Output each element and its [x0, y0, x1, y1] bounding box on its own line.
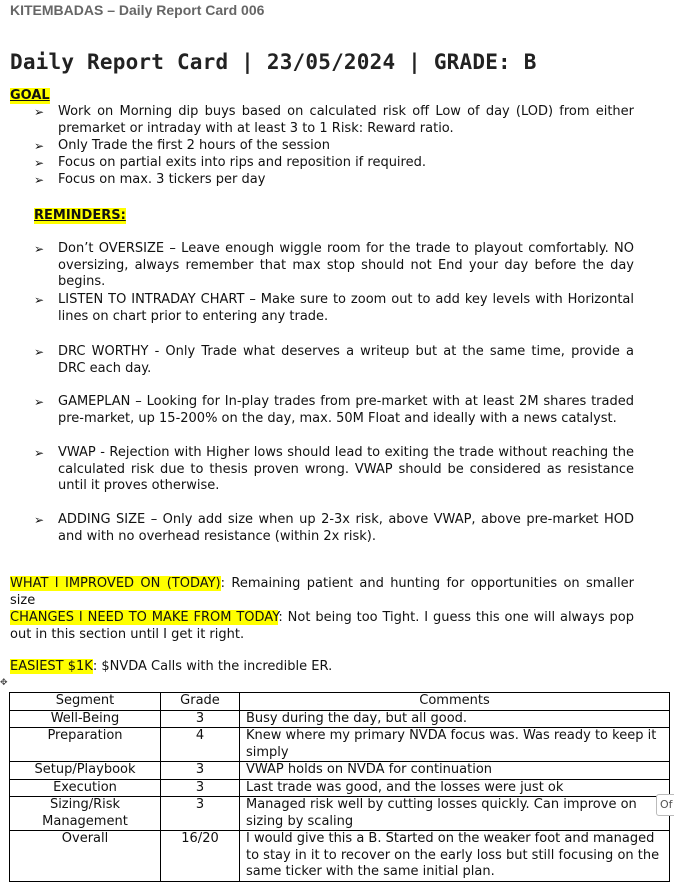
arrow-bullet-icon: ➢	[34, 446, 45, 460]
cell-grade: 16/20	[161, 831, 240, 882]
cell-comment: Knew where my primary NVDA focus was. Was ready to keep it simply	[240, 728, 670, 762]
table-row	[10, 831, 670, 882]
goal-item	[34, 138, 634, 155]
cell-comment: VWAP holds on NVDA for continuation	[240, 762, 670, 780]
header-segment: Segment	[10, 693, 161, 711]
reminder-item	[34, 241, 634, 291]
arrow-bullet-icon: ➢	[34, 513, 45, 527]
improved-text: : Remaining patient and hunting for opportunities on smaller size	[10, 576, 634, 608]
goal-item	[34, 104, 634, 137]
header-comments: Comments	[240, 693, 670, 711]
cell-comment: I would give this a B. Started on the weaker foot and managed to stay in it to recover on the early loss but still focusing on the same ticker with the same initial plan.	[240, 831, 670, 882]
easiest-text: : $NVDA Calls with the incredible ER.	[92, 659, 333, 674]
arrow-bullet-icon: ➢	[34, 293, 45, 307]
arrow-bullet-icon: ➢	[34, 242, 45, 256]
cell-comment: Last trade was good, and the losses were just ok	[240, 779, 670, 797]
reminder-item-text: VWAP - Rejection with Higher lows should lead to exiting the trade without reaching the calculated risk due to thesis proven wrong. VWAP should be considered as resistance until it proves otherwise.	[58, 445, 634, 493]
cell-comment: Busy during the day, but all good.	[240, 710, 670, 728]
page-title: Daily Report Card | 23/05/2024 | GRADE: B	[10, 50, 537, 74]
table-row	[10, 762, 670, 780]
arrow-bullet-icon: ➢	[34, 105, 45, 119]
cell-segment: Well-Being	[10, 710, 161, 728]
table-move-handle-icon[interactable]: ✥	[0, 678, 8, 688]
cell-grade: 4	[161, 728, 240, 762]
document-name: KITEMBADAS – Daily Report Card 006	[10, 2, 265, 18]
arrow-bullet-icon: ➢	[34, 345, 45, 359]
reminder-item-text: GAMEPLAN – Looking for In-play trades from pre-market with at least 2M shares traded pre-market, up 15-200% on the day, max. 50M Float and ideally with a news catalyst.	[58, 394, 634, 426]
arrow-bullet-icon: ➢	[34, 139, 45, 153]
changes-label: CHANGES I NEED TO MAKE FROM TODAY	[10, 610, 279, 625]
reminder-item	[34, 292, 634, 325]
changes-section	[10, 609, 634, 643]
improved-label: WHAT I IMPROVED ON (TODAY)	[10, 576, 221, 591]
side-panel-tab[interactable]: Of	[656, 794, 674, 816]
cell-grade: 3	[161, 762, 240, 780]
table-row	[10, 779, 670, 797]
header-grade: Grade	[161, 693, 240, 711]
cell-segment: Sizing/Risk Management	[10, 797, 161, 831]
arrow-bullet-icon: ➢	[34, 156, 45, 170]
cell-grade: 3	[161, 710, 240, 728]
table-header-row	[10, 693, 670, 711]
goal-item-text: Focus on partial exits into rips and reposition if required.	[58, 155, 426, 170]
reminder-item-text: DRC WORTHY - Only Trade what deserves a writeup but at the same time, provide a DRC each day.	[58, 344, 634, 376]
grade-table	[9, 692, 670, 882]
reminder-item	[34, 445, 634, 495]
cell-segment: Overall	[10, 831, 161, 882]
reminder-item-text: LISTEN TO INTRADAY CHART – Make sure to zoom out to add key levels with Horizontal lines on chart prior to entering any trade.	[58, 292, 634, 324]
reminders-heading: REMINDERS:	[34, 208, 126, 223]
cell-segment: Setup/Playbook	[10, 762, 161, 780]
table-row	[10, 797, 670, 831]
cell-grade: 3	[161, 797, 240, 831]
arrow-bullet-icon: ➢	[34, 173, 45, 187]
goal-item-text: Only Trade the first 2 hours of the session	[58, 138, 330, 153]
goal-heading: GOAL	[10, 88, 50, 103]
arrow-bullet-icon: ➢	[34, 395, 45, 409]
goal-item	[34, 172, 634, 189]
goal-item-text: Focus on max. 3 tickers per day	[58, 172, 266, 187]
table-row	[10, 728, 670, 762]
reminder-item-text: Don’t OVERSIZE – Leave enough wiggle room for the trade to playout comfortably. NO oversizing, always remember that max stop should not End your day before the day begins.	[58, 241, 634, 289]
table-row	[10, 710, 670, 728]
reminder-item	[34, 394, 634, 427]
goal-item	[34, 155, 634, 172]
cell-segment: Execution	[10, 779, 161, 797]
easiest-section	[10, 658, 634, 675]
reminder-item	[34, 512, 634, 545]
easiest-label: EASIEST $1K	[10, 659, 93, 674]
goal-item-text: Work on Morning dip buys based on calculated risk off Low of day (LOD) from either premarket or intraday with at least 3 to 1 Risk: Reward ratio.	[58, 104, 634, 136]
reminder-item	[34, 344, 634, 377]
changes-text: : Not being too Tight. I guess this one will always pop out in this section until I get it right.	[10, 610, 634, 642]
cell-segment: Preparation	[10, 728, 161, 762]
cell-comment: Managed risk well by cutting losses quickly. Can improve on sizing by scaling	[240, 797, 670, 831]
reminder-item-text: ADDING SIZE – Only add size when up 2-3x risk, above VWAP, above pre-market HOD and with no overhead resistance (within 2x risk).	[58, 512, 634, 544]
cell-grade: 3	[161, 779, 240, 797]
improved-section	[10, 575, 634, 609]
